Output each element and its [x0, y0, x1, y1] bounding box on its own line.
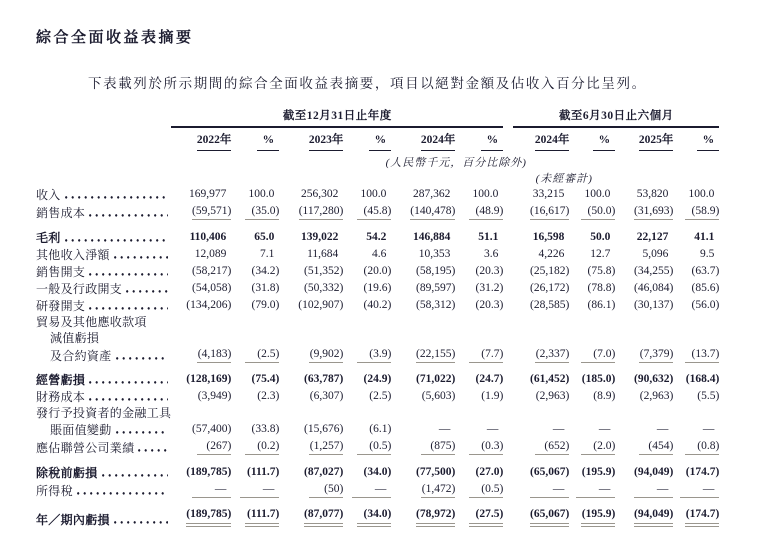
- group-gap: [503, 346, 513, 364]
- dot-leader: [114, 256, 169, 259]
- row-label: 除稅前虧損: [36, 457, 171, 482]
- group-gap: [503, 187, 513, 204]
- value-cell: 5,096: [642, 247, 669, 260]
- value-cell: (78.8): [587, 281, 616, 294]
- value-cell: —: [598, 423, 611, 436]
- value-cell: 146,884: [412, 230, 451, 243]
- value-cell: (3.9): [343, 346, 391, 364]
- col-header-2024: 2024年: [391, 127, 455, 155]
- value-cell: (25,182): [530, 264, 570, 277]
- table-row: [36, 204, 719, 222]
- label-filler: [171, 406, 719, 422]
- value-cell: (454): [615, 439, 673, 457]
- group-gap: [503, 246, 513, 263]
- value-cell: (140,478): [391, 204, 455, 222]
- value-cell: (27.5): [455, 499, 503, 529]
- col-header-pct-1: %: [231, 127, 279, 155]
- intro-paragraph: 下表載列於所示期間的綜合全面收益表摘要，項目以絕對金額及佔收入百分比呈列。: [88, 76, 647, 91]
- group-gap: [503, 263, 513, 280]
- dot-leader: [138, 449, 168, 452]
- value-cell: (59,571): [171, 204, 231, 222]
- value-cell: (40.2): [363, 298, 392, 311]
- value-cell: (2,963): [639, 390, 674, 403]
- income-statement-table: [36, 109, 719, 529]
- value-cell: (168.4): [685, 373, 720, 386]
- dot-leader: [89, 214, 168, 217]
- currency-note-row: [36, 155, 719, 171]
- row-label: 銷售開支: [36, 263, 171, 280]
- table-row: [36, 364, 719, 389]
- value-cell: (20.3): [475, 298, 504, 311]
- value-cell: (31.2): [475, 281, 504, 294]
- value-cell: (34.0): [343, 499, 391, 529]
- table-row: [36, 406, 719, 422]
- value-cell: 169,977: [188, 188, 227, 201]
- value-cell: 7.1: [259, 247, 275, 260]
- group-gap: [503, 457, 513, 482]
- row-label: 貿易及其他應收款項: [36, 314, 147, 329]
- value-cell: (22,155): [391, 346, 455, 364]
- value-cell: (50.0): [569, 204, 615, 222]
- value-cell: (2.3): [257, 390, 280, 403]
- value-cell: (78,972): [391, 499, 455, 529]
- value-cell: (33.8): [251, 423, 280, 436]
- dot-leader: [89, 307, 168, 310]
- dot-leader: [116, 357, 169, 360]
- value-cell: (71,022): [416, 373, 456, 386]
- dot-leader: [65, 239, 169, 242]
- col-header-pct-2: %: [343, 127, 391, 155]
- value-cell: (90,632): [634, 373, 674, 386]
- value-cell: (20.3): [475, 264, 504, 277]
- row-label: 毛利: [36, 222, 171, 247]
- value-cell: 50.0: [590, 230, 611, 243]
- value-cell: (54,058): [192, 281, 232, 294]
- row-label: 財務成本: [36, 389, 171, 406]
- value-cell: —: [656, 423, 669, 436]
- label-filler: [171, 314, 719, 330]
- dot-leader: [89, 398, 168, 401]
- value-cell: (1,257): [279, 439, 343, 457]
- value-cell: 12.7: [590, 247, 611, 260]
- value-cell: (94,049): [634, 465, 674, 478]
- value-cell: (45.8): [343, 204, 391, 222]
- value-cell: (6,307): [309, 390, 344, 403]
- table-row: [36, 222, 719, 247]
- value-cell: (4,183): [171, 346, 231, 364]
- value-cell: (195.9): [569, 499, 615, 529]
- value-cell: (117,280): [279, 204, 343, 222]
- row-label: 一般及行政開支: [36, 280, 171, 297]
- period-group-row: [36, 109, 719, 128]
- value-cell: (35.0): [231, 204, 279, 222]
- row-label: 賬面值變動: [36, 422, 171, 439]
- value-cell: (0.2): [231, 439, 279, 457]
- value-cell: (26,172): [530, 281, 570, 294]
- table-row: [36, 481, 719, 499]
- value-cell: (56.0): [691, 298, 720, 311]
- income-table-body: [36, 187, 719, 529]
- value-cell: 3.6: [483, 247, 499, 260]
- value-cell: —: [552, 423, 565, 436]
- value-cell: (111.7): [231, 499, 279, 529]
- value-cell: 287,362: [412, 188, 451, 201]
- value-cell: 33,215: [532, 188, 565, 201]
- value-cell: (63.7): [691, 264, 720, 277]
- value-cell: (34.2): [251, 264, 280, 277]
- unaudited-note: (未經審計): [535, 172, 593, 185]
- table-row: [36, 389, 719, 406]
- value-cell: (3,949): [197, 390, 232, 403]
- value-cell: (0.5): [343, 439, 391, 457]
- value-cell: (1,472): [391, 481, 455, 499]
- row-label: 及合約資產: [36, 346, 171, 364]
- value-cell: —: [231, 481, 279, 499]
- value-cell: 41.1: [694, 230, 715, 243]
- value-cell: (875): [391, 439, 455, 457]
- value-cell: (58,312): [416, 298, 456, 311]
- row-label: 應佔聯營公司業績: [36, 439, 171, 457]
- value-cell: (28,585): [530, 298, 570, 311]
- value-cell: (1.9): [481, 390, 504, 403]
- table-row: [36, 187, 719, 204]
- period-group-annual: 截至12月31日止年度: [171, 109, 503, 128]
- value-cell: 110,406: [189, 230, 227, 243]
- column-header-row: [36, 127, 719, 155]
- value-cell: 10,353: [418, 247, 451, 260]
- value-cell: (5,603): [421, 390, 456, 403]
- value-cell: (63,787): [304, 373, 344, 386]
- value-cell: (174.7): [673, 499, 719, 529]
- value-cell: (267): [171, 439, 231, 457]
- value-cell: (2.5): [369, 390, 392, 403]
- col-header-pct-4: %: [569, 127, 615, 155]
- value-cell: 256,302: [300, 188, 339, 201]
- table-row: [36, 346, 719, 364]
- table-row: [36, 330, 719, 346]
- value-cell: (87,077): [279, 499, 343, 529]
- currency-note: (人民幣千元，百分比除外): [385, 156, 527, 169]
- value-cell: (50): [279, 481, 343, 499]
- value-cell: 54.2: [366, 230, 387, 243]
- col-header-interim-2024: 2024年: [513, 127, 569, 155]
- value-cell: —: [171, 481, 231, 499]
- value-cell: (195.9): [581, 465, 616, 478]
- col-header-2022: 2022年: [171, 127, 231, 155]
- value-cell: (9,902): [279, 346, 343, 364]
- value-cell: —: [438, 423, 451, 436]
- group-gap: [503, 204, 513, 222]
- value-cell: 100.0: [248, 188, 275, 201]
- value-cell: (24.9): [363, 373, 392, 386]
- value-cell: 100.0: [688, 188, 715, 201]
- value-cell: (58.9): [673, 204, 719, 222]
- period-group-interim: 截至6月30日止六個月: [513, 109, 719, 128]
- value-cell: (189,785): [171, 499, 231, 529]
- value-cell: (189,785): [186, 465, 232, 478]
- value-cell: (19.6): [363, 281, 392, 294]
- value-cell: (185.0): [581, 373, 616, 386]
- value-cell: 139,022: [300, 230, 339, 243]
- value-cell: (6.1): [369, 423, 392, 436]
- group-gap: [503, 481, 513, 499]
- col-header-2023: 2023年: [279, 127, 343, 155]
- value-cell: (34.0): [363, 465, 392, 478]
- group-gap: [503, 389, 513, 406]
- col-header-interim-2025: 2025年: [615, 127, 673, 155]
- table-row: [36, 280, 719, 297]
- value-cell: (2,963): [535, 390, 570, 403]
- table-row: [36, 457, 719, 482]
- group-gap: [503, 499, 513, 529]
- value-cell: —: [343, 481, 391, 499]
- value-cell: —: [486, 423, 499, 436]
- table-row: [36, 246, 719, 263]
- value-cell: (85.6): [691, 281, 720, 294]
- value-cell: (134,206): [186, 298, 232, 311]
- value-cell: 53,820: [636, 188, 669, 201]
- table-row: [36, 263, 719, 280]
- dot-leader: [77, 492, 168, 495]
- value-cell: 11,684: [307, 247, 339, 260]
- table-row: [36, 422, 719, 439]
- dot-leader: [126, 290, 168, 293]
- value-cell: (51,352): [304, 264, 344, 277]
- value-cell: 100.0: [472, 188, 499, 201]
- col-header-pct-3: %: [455, 127, 503, 155]
- value-cell: (15,676): [304, 423, 344, 436]
- value-cell: —: [702, 423, 715, 436]
- value-cell: (0.8): [673, 439, 719, 457]
- value-cell: (128,169): [186, 373, 232, 386]
- value-cell: (27.0): [475, 465, 504, 478]
- value-cell: (61,452): [530, 373, 570, 386]
- value-cell: (0.5): [455, 481, 503, 499]
- value-cell: 22,127: [636, 230, 669, 243]
- value-cell: (20.0): [363, 264, 392, 277]
- value-cell: (58,217): [192, 264, 232, 277]
- value-cell: (174.7): [685, 465, 720, 478]
- value-cell: (75.4): [251, 373, 280, 386]
- row-label: 年／期內虧損: [36, 499, 171, 529]
- value-cell: —: [673, 481, 719, 499]
- value-cell: (87,027): [304, 465, 344, 478]
- group-gap: [503, 280, 513, 297]
- row-label: 減值虧損: [50, 330, 100, 345]
- value-cell: (0.3): [455, 439, 503, 457]
- group-gap: [503, 297, 513, 314]
- value-cell: 4,226: [538, 247, 565, 260]
- value-cell: (2.5): [231, 346, 279, 364]
- value-cell: (79.0): [251, 298, 280, 311]
- group-gap: [503, 364, 513, 389]
- value-cell: (111.7): [247, 465, 280, 478]
- value-cell: (31.8): [251, 281, 280, 294]
- table-row: [36, 297, 719, 314]
- table-row: [36, 439, 719, 457]
- value-cell: (31,693): [615, 204, 673, 222]
- row-label: 收入: [36, 187, 171, 204]
- value-cell: (86.1): [587, 298, 616, 311]
- row-label: 經營虧損: [36, 364, 171, 389]
- group-gap: [503, 222, 513, 247]
- value-cell: (34,255): [634, 264, 674, 277]
- table-row: [36, 499, 719, 529]
- value-cell: (8.9): [593, 390, 616, 403]
- value-cell: (89,597): [416, 281, 456, 294]
- row-label: 銷售成本: [36, 204, 171, 222]
- value-cell: 4.6: [371, 247, 387, 260]
- value-cell: (24.7): [475, 373, 504, 386]
- group-gap: [503, 422, 513, 439]
- value-cell: (57,400): [192, 423, 232, 436]
- value-cell: (48.9): [455, 204, 503, 222]
- value-cell: (94,049): [615, 499, 673, 529]
- value-cell: (7,379): [615, 346, 673, 364]
- value-cell: 51.1: [478, 230, 499, 243]
- dot-leader: [114, 521, 169, 524]
- value-cell: (652): [513, 439, 569, 457]
- dot-leader: [65, 196, 169, 199]
- row-label: 所得稅: [36, 481, 171, 499]
- col-header-pct-5: %: [673, 127, 719, 155]
- page-title: 綜合全面收益表摘要: [36, 30, 194, 46]
- value-cell: —: [615, 481, 673, 499]
- dot-leader: [89, 273, 168, 276]
- value-cell: (16,617): [513, 204, 569, 222]
- value-cell: (58,195): [416, 264, 456, 277]
- value-cell: (13.7): [673, 346, 719, 364]
- table-row: [36, 314, 719, 330]
- value-cell: (65,067): [513, 499, 569, 529]
- group-gap: [503, 439, 513, 457]
- value-cell: (65,067): [530, 465, 570, 478]
- value-cell: (7.0): [569, 346, 615, 364]
- row-label: 發行予投資者的金融工具: [36, 406, 172, 421]
- value-cell: (5.5): [697, 390, 720, 403]
- value-cell: (2.0): [569, 439, 615, 457]
- value-cell: (77,500): [416, 465, 456, 478]
- label-filler: [171, 330, 719, 346]
- value-cell: 16,598: [532, 230, 565, 243]
- dot-leader: [116, 431, 169, 434]
- value-cell: (30,137): [634, 298, 674, 311]
- value-cell: 9.5: [699, 247, 715, 260]
- value-cell: 65.0: [254, 230, 275, 243]
- dot-leader: [89, 381, 168, 384]
- value-cell: —: [569, 481, 615, 499]
- dot-leader: [102, 474, 169, 477]
- value-cell: (2,337): [513, 346, 569, 364]
- value-cell: 100.0: [360, 188, 387, 201]
- value-cell: (50,332): [304, 281, 344, 294]
- value-cell: (75.8): [587, 264, 616, 277]
- value-cell: 100.0: [584, 188, 611, 201]
- value-cell: 12,089: [194, 247, 227, 260]
- unaudited-note-row: [36, 171, 719, 187]
- row-label: 研發開支: [36, 297, 171, 314]
- value-cell: (46,084): [634, 281, 674, 294]
- row-label: 其他收入淨額: [36, 246, 171, 263]
- value-cell: (102,907): [298, 298, 344, 311]
- value-cell: —: [513, 481, 569, 499]
- value-cell: (7.7): [455, 346, 503, 364]
